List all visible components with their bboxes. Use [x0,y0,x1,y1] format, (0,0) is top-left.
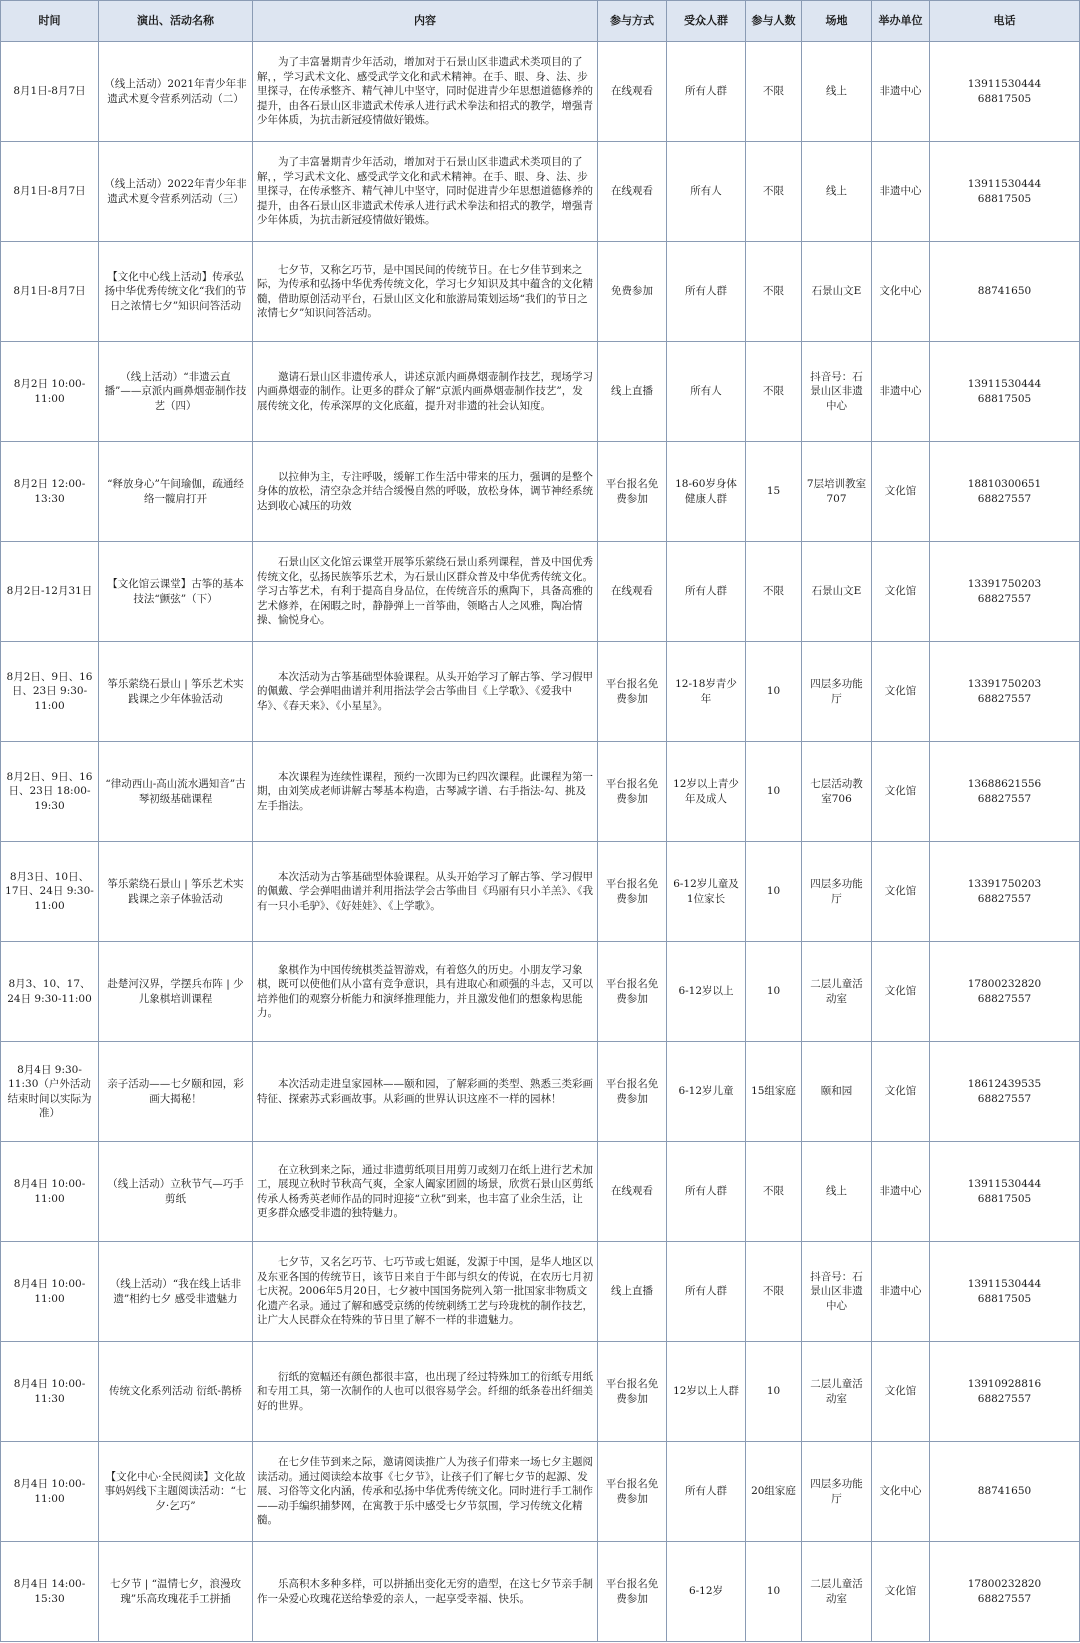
table-row [1,1442,1080,1542]
header-content: 内容 [253,1,598,42]
count-cell: 10 [746,1542,802,1642]
mode-cell: 平台报名免费参加 [598,942,667,1042]
count-cell: 不限 [746,1142,802,1242]
host-cell: 非遗中心 [872,1242,930,1342]
activity-name-cell: 亲子活动——七夕颐和园，彩画大揭秘！ [99,1042,253,1142]
audience-cell: 所有人 [667,142,746,242]
host-cell: 非遗中心 [872,342,930,442]
host-cell: 文化馆 [872,1542,930,1642]
venue-cell: 四层多功能厅 [802,1442,872,1542]
phone-office: 68827557 [977,992,1032,1005]
phone-mobile: 88741650 [977,285,1032,298]
phone-mobile: 13911530444 [967,1278,1042,1291]
count-cell: 15组家庭 [746,1042,802,1142]
phone-mobile: 13911530444 [967,378,1042,391]
phone-mobile: 13391750203 [967,578,1042,591]
time-cell: 8月4日 14:00-15:30 [1,1542,99,1642]
phone-mobile: 13688621556 [967,778,1042,791]
mode-cell: 线上直播 [598,342,667,442]
content-cell: 在立秋到来之际，通过非遗剪纸项目用剪刀或刻刀在纸上进行艺术加工，展现立秋时节秋高气爽，全家人阖家团圆的场景，欣赏石景山区剪纸传承人杨秀英老师作品的同时迎接“立秋”到来，也丰富了业余生活，让更多群众感受非遗的独特魅力。 [253,1142,598,1242]
audience-cell: 所有人群 [667,1242,746,1342]
mode-cell: 在线观看 [598,142,667,242]
count-cell: 20组家庭 [746,1442,802,1542]
activity-name-cell: （线上活动）“非遗云直播”——京派内画鼻烟壶制作技艺（四） [99,342,253,442]
content-cell: 衍纸的宽幅还有颜色都很丰富，也出现了经过特殊加工的衍纸专用纸和专用工具，第一次制作的人也可以很容易学会。纤细的纸条卷出纤细美好的世界。 [253,1342,598,1442]
table-row [1,542,1080,642]
phone-cell [930,1342,1080,1442]
phone-mobile: 13910928816 [967,1378,1042,1391]
activity-name-cell: （线上活动）立秋节气—巧手剪纸 [99,1142,253,1242]
mode-cell: 平台报名免费参加 [598,1042,667,1142]
time-cell: 8月3日、10日、17日、24日 9:30-11:00 [1,842,99,942]
mode-cell: 平台报名免费参加 [598,742,667,842]
header-venue: 场地 [802,1,872,42]
activity-name-cell: 赴楚河汉界，学摆兵布阵 | 少儿象棋培训课程 [99,942,253,1042]
table-row [1,1542,1080,1642]
header-time: 时间 [1,1,99,42]
phone-cell [930,1242,1080,1342]
header-audience: 受众人群 [667,1,746,42]
header-phone: 电话 [930,1,1080,42]
content-cell: 在七夕佳节到来之际，邀请阅读推广人为孩子们带来一场七夕主题阅读活动。通过阅读绘本故事《七夕节》，让孩子们了解七夕节的起源、发展、习俗等文化内涵，传承和弘扬中华优秀传统文化。同时进行手工制作——动手编织捕梦网，在寓教于乐中感受七夕节氛围，学习传统文化精髓。 [253,1442,598,1542]
activity-name-cell: 【文化中心·全民阅读】文化故事妈妈线下主题阅读活动：“七夕·乞巧” [99,1442,253,1542]
content-cell: 石景山区文化馆云课堂开展筝乐萦绕石景山系列课程，普及中国优秀传统文化，弘扬民族筝乐艺术，为石景山区群众普及中华优秀传统文化。学习古筝艺术，有利于提高自身品位，在传统音乐的熏陶下，具备高雅的艺术修养，在闲暇之时，静静弹上一首筝曲，领略古人之风雅，陶冶情操、愉悦身心。 [253,542,598,642]
phone-office: 68827557 [977,692,1032,705]
venue-cell: 颐和园 [802,1042,872,1142]
count-cell: 不限 [746,142,802,242]
table-row [1,742,1080,842]
phone-mobile: 13391750203 [967,878,1042,891]
phone-mobile: 13911530444 [967,78,1042,91]
header-host: 举办单位 [872,1,930,42]
phone-cell [930,1142,1080,1242]
host-cell: 文化馆 [872,742,930,842]
phone-cell [930,842,1080,942]
content-cell: 乐高积木多种多样，可以拼插出变化无穷的造型，在这七夕节亲手制作一朵爱心玫瑰花送给挚爱的亲人，一起享受幸福、快乐。 [253,1542,598,1642]
phone-office: 68827557 [977,1092,1032,1105]
count-cell: 10 [746,642,802,742]
table-row [1,142,1080,242]
time-cell: 8月2日 12:00-13:30 [1,442,99,542]
phone-cell [930,442,1080,542]
phone-cell [930,142,1080,242]
phone-office: 68827557 [977,592,1032,605]
venue-cell: 抖音号：石景山区非遗中心 [802,1242,872,1342]
phone-office: 68827557 [977,1592,1032,1605]
mode-cell: 平台报名免费参加 [598,1542,667,1642]
audience-cell: 6-12岁以上 [667,942,746,1042]
time-cell: 8月1日-8月7日 [1,242,99,342]
phone-office: 68817505 [977,1192,1032,1205]
content-cell: 邀请石景山区非遗传承人，讲述京派内画鼻烟壶制作技艺，现场学习内画鼻烟壶的制作。让更多的群众了解“京派内画鼻烟壶制作技艺”，发展传统文化，传承深厚的文化底蕴，提升对非遗的社会认知度。 [253,342,598,442]
content-cell: 为了丰富暑期青少年活动，增加对于石景山区非遗武术类项目的了解，，学习武术文化、感受武学文化和武术精神。在手、眼、身、法、步里探寻，在传承整齐、精气神儿中坚守，同时促进青少年思想道德修养的提升，由各石景山区非遗武术传承人进行武术拳法和招式的教学，增强青少年体质，为抗击新冠疫情做好锻炼。 [253,142,598,242]
audience-cell: 所有人群 [667,1142,746,1242]
phone-mobile: 18612439535 [967,1078,1042,1091]
phone-mobile: 17800232820 [967,1578,1042,1591]
mode-cell: 平台报名免费参加 [598,442,667,542]
host-cell: 文化馆 [872,542,930,642]
table-row [1,642,1080,742]
phone-mobile: 18810300651 [967,478,1042,491]
time-cell: 8月1日-8月7日 [1,142,99,242]
phone-office: 68827557 [977,792,1032,805]
venue-cell: 七层活动教室706 [802,742,872,842]
count-cell: 15 [746,442,802,542]
host-cell: 非遗中心 [872,42,930,142]
activity-name-cell: 【文化中心线上活动】传承弘扬中华优秀传统文化“我们的节日之浓情七夕”知识问答活动 [99,242,253,342]
activity-name-cell: 七夕节 | “温情七夕，浪漫玫瑰”乐高玫瑰花手工拼插 [99,1542,253,1642]
venue-cell: 线上 [802,42,872,142]
phone-office: 68817505 [977,1292,1032,1305]
phone-cell [930,742,1080,842]
time-cell: 8月4日 10:00-11:00 [1,1442,99,1542]
content-cell: 为了丰富暑期青少年活动，增加对于石景山区非遗武术类项目的了解，，学习武术文化、感受武学文化和武术精神。在手、眼、身、法、步里探寻，在传承整齐、精气神儿中坚守，同时促进青少年思想道德修养的提升，由各石景山区非遗武术传承人进行武术拳法和招式的教学，增强青少年体质，为抗击新冠疫情做好锻炼。 [253,42,598,142]
count-cell: 不限 [746,42,802,142]
content-cell: 本次活动为古筝基础型体验课程。从头开始学习了解古筝、学习假甲的佩戴、学会弹唱曲谱并利用指法学会古筝曲目《玛丽有只小羊羔》、《我有一只小毛驴》、《好娃娃》、《上学歌》。 [253,842,598,942]
audience-cell: 6-12岁儿童及1位家长 [667,842,746,942]
time-cell: 8月3、10、17、24日 9:30-11:00 [1,942,99,1042]
time-cell: 8月2日、9日、16日、23日 9:30-11:00 [1,642,99,742]
time-cell: 8月4日 10:00-11:30 [1,1342,99,1442]
content-cell: 七夕节，又名乞巧节、七巧节或七姐诞，发源于中国，是华人地区以及东亚各国的传统节日，该节日来自于牛郎与织女的传说，在农历七月初七庆祝。2006年5月20日，七夕被中国国务院列入第一批国家非物质文化遗产名录。通过了解和感受京绣的传统刺绣工艺与玲珑枕的制作技艺，让广大人民群众在特殊的节日里了解不一样的非遗魅力。 [253,1242,598,1342]
activity-name-cell: “律动西山-高山流水遇知音”古琴初级基础课程 [99,742,253,842]
table-row [1,942,1080,1042]
venue-cell: 7层培训教室707 [802,442,872,542]
count-cell: 10 [746,742,802,842]
content-cell: 本次课程为连续性课程，预约一次即为已约四次课程。此课程为第一期，由刘笑成老师讲解古琴基本构造，古琴减字谱、右手指法-勾、挑及左手指法。 [253,742,598,842]
venue-cell: 石景山文E [802,542,872,642]
audience-cell: 所有人群 [667,1442,746,1542]
activity-name-cell: 传统文化系列活动 衍纸-鹊桥 [99,1342,253,1442]
mode-cell: 平台报名免费参加 [598,642,667,742]
mode-cell: 平台报名免费参加 [598,1442,667,1542]
table-body [1,42,1080,1642]
audience-cell: 所有人群 [667,542,746,642]
table-row [1,1142,1080,1242]
venue-cell: 线上 [802,1142,872,1242]
header-mode: 参与方式 [598,1,667,42]
content-cell: 以拉伸为主，专注呼吸，缓解工作生活中带来的压力，强调的是整个身体的放松，清空杂念并结合缓慢自然的呼吸，放松身体，调节神经系统达到收心减压的功效 [253,442,598,542]
content-cell: 七夕节，又称乞巧节，是中国民间的传统节日。在七夕佳节到来之际，为传承和弘扬中华优秀传统文化，学习七夕知识及其中蕴含的文化精髓，借助原创活动平台，石景山区文化和旅游局策划运场“我们的节日之浓情七夕”知识问答活动。 [253,242,598,342]
audience-cell: 6-12岁儿童 [667,1042,746,1142]
activity-name-cell: （线上活动）2021年青少年非遗武术夏令营系列活动（二） [99,42,253,142]
activity-name-cell: 筝乐萦绕石景山 | 筝乐艺术实践课之亲子体验活动 [99,842,253,942]
phone-office: 68817505 [977,192,1032,205]
phone-cell [930,1442,1080,1542]
phone-mobile: 13911530444 [967,178,1042,191]
table-row [1,1342,1080,1442]
header-name: 演出、活动名称 [99,1,253,42]
audience-cell: 12-18岁青少年 [667,642,746,742]
phone-cell [930,1542,1080,1642]
phone-office: 68817505 [977,392,1032,405]
activity-name-cell: （线上活动）“我在线上话非遗”相约七夕 感受非遗魅力 [99,1242,253,1342]
mode-cell: 在线观看 [598,42,667,142]
venue-cell: 二层儿童活动室 [802,1542,872,1642]
phone-office: 68827557 [977,892,1032,905]
audience-cell: 所有人 [667,342,746,442]
count-cell: 不限 [746,542,802,642]
table-header [1,1,1080,42]
time-cell: 8月4日 10:00-11:00 [1,1242,99,1342]
host-cell: 非遗中心 [872,1142,930,1242]
table-row [1,242,1080,342]
host-cell: 文化馆 [872,442,930,542]
content-cell: 本次活动为古筝基础型体验课程。从头开始学习了解古筝、学习假甲的佩戴、学会弹唱曲谱并利用指法学会古筝曲目《上学歌》、《爱我中华》、《春天来》、《小星星》。 [253,642,598,742]
venue-cell: 石景山文E [802,242,872,342]
count-cell: 不限 [746,242,802,342]
venue-cell: 二层儿童活动室 [802,942,872,1042]
phone-cell [930,942,1080,1042]
mode-cell: 免费参加 [598,242,667,342]
phone-cell [930,242,1080,342]
phone-cell [930,542,1080,642]
phone-cell [930,1042,1080,1142]
time-cell: 8月2日 10:00-11:00 [1,342,99,442]
activity-name-cell: 筝乐萦绕石景山 | 筝乐艺术实践课之少年体验活动 [99,642,253,742]
host-cell: 文化馆 [872,842,930,942]
activity-name-cell: 【文化馆云课堂】古筝的基本技法“颤弦”（下） [99,542,253,642]
time-cell: 8月4日 9:30-11:30（户外活动结束时间以实际为准） [1,1042,99,1142]
audience-cell: 所有人群 [667,242,746,342]
phone-mobile: 17800232820 [967,978,1042,991]
activity-name-cell: “释放身心”午间瑜伽，疏通经络一髋肩打开 [99,442,253,542]
table-row [1,1042,1080,1142]
time-cell: 8月1日-8月7日 [1,42,99,142]
count-cell: 10 [746,842,802,942]
venue-cell: 四层多功能厅 [802,642,872,742]
audience-cell: 12岁以上青少年及成人 [667,742,746,842]
host-cell: 文化中心 [872,242,930,342]
phone-mobile: 13391750203 [967,678,1042,691]
venue-cell: 抖音号：石景山区非遗中心 [802,342,872,442]
host-cell: 文化馆 [872,1042,930,1142]
count-cell: 10 [746,942,802,1042]
phone-office: 68827557 [977,1392,1032,1405]
table-row [1,442,1080,542]
mode-cell: 线上直播 [598,1242,667,1342]
time-cell: 8月2日、9日、16日、23日 18:00-19:30 [1,742,99,842]
count-cell: 不限 [746,1242,802,1342]
phone-office: 68827557 [977,492,1032,505]
audience-cell: 6-12岁 [667,1542,746,1642]
count-cell: 不限 [746,342,802,442]
audience-cell: 12岁以上人群 [667,1342,746,1442]
audience-cell: 所有人群 [667,42,746,142]
phone-mobile: 13911530444 [967,1178,1042,1191]
venue-cell: 四层多功能厅 [802,842,872,942]
venue-cell: 二层儿童活动室 [802,1342,872,1442]
table-row [1,1242,1080,1342]
time-cell: 8月2日-12月31日 [1,542,99,642]
host-cell: 文化馆 [872,942,930,1042]
audience-cell: 18-60岁身体健康人群 [667,442,746,542]
mode-cell: 在线观看 [598,542,667,642]
phone-office: 68817505 [977,92,1032,105]
activity-name-cell: （线上活动）2022年青少年非遗武术夏令营系列活动（三） [99,142,253,242]
phone-mobile: 88741650 [977,1485,1032,1498]
table-row [1,42,1080,142]
time-cell: 8月4日 10:00-11:00 [1,1142,99,1242]
table-row [1,842,1080,942]
phone-cell [930,42,1080,142]
mode-cell: 平台报名免费参加 [598,842,667,942]
content-cell: 象棋作为中国传统棋类益智游戏，有着悠久的历史。小朋友学习象棋，既可以使他们从小富有竞争意识，具有进取心和顽强的斗志，又可以培养他们的观察分析能力和演绎推理能力，并且激发他们的想象构思能力。 [253,942,598,1042]
host-cell: 文化中心 [872,1442,930,1542]
content-cell: 本次活动走进皇家园林——颐和园，了解彩画的类型、熟悉三类彩画特征、探索苏式彩画故事。从彩画的世界认识这座不一样的园林！ [253,1042,598,1142]
header-count: 参与人数 [746,1,802,42]
mode-cell: 平台报名免费参加 [598,1342,667,1442]
venue-cell: 线上 [802,142,872,242]
table-row [1,342,1080,442]
host-cell: 非遗中心 [872,142,930,242]
phone-cell [930,342,1080,442]
mode-cell: 在线观看 [598,1142,667,1242]
host-cell: 文化馆 [872,642,930,742]
phone-cell [930,642,1080,742]
host-cell: 文化馆 [872,1342,930,1442]
count-cell: 10 [746,1342,802,1442]
